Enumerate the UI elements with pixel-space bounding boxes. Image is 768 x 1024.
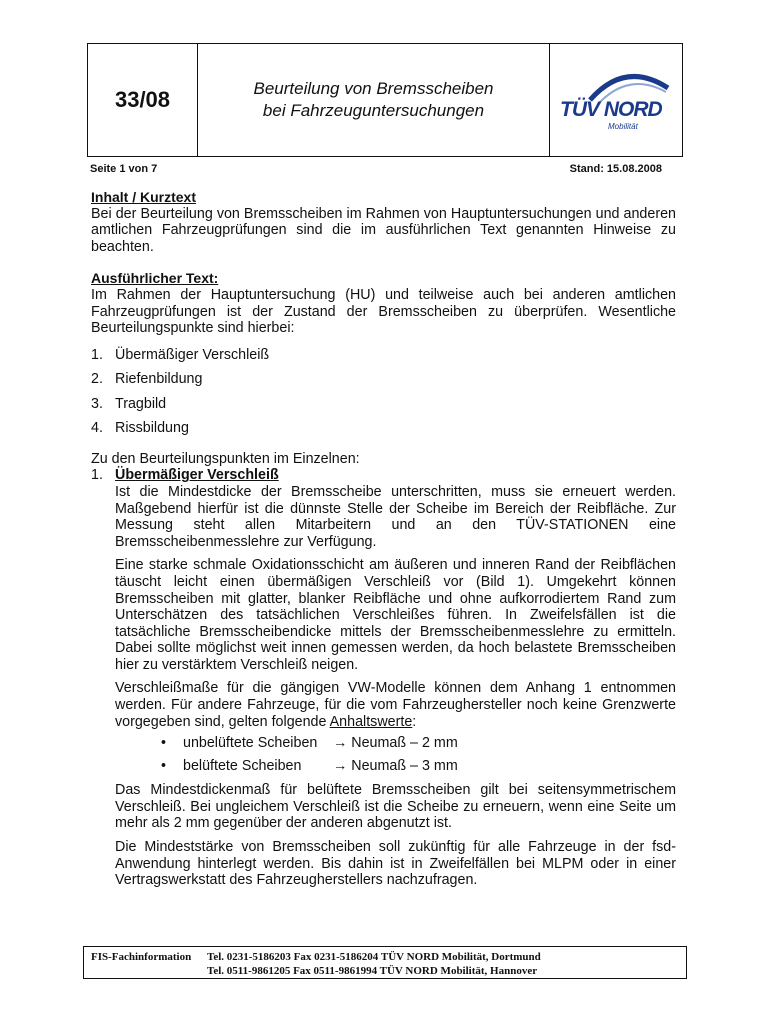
footer-contact-hannover: Tel. 0511-9861205 Fax 0511-9861994 TÜV NORD Mobilität, Hannover bbox=[207, 965, 538, 977]
text-run: Verschleißmaße für die gängigen VW-Modelle können dem Anhang 1 entnommen werden. Für andere Fahrzeuge, für die vom Fahrzeughersteller noch keine Grenzwerte vorgegeben sind, gelten folgende bbox=[115, 680, 676, 730]
summary-text: Bei der Beurteilung von Bremsscheiben im Rahmen von Hauptuntersuchungen und anderen amtlichen Fahrzeugprüfungen sind die im ausführlichen Text genannten Hinweise zu beachten. bbox=[91, 205, 676, 255]
text-run: : bbox=[412, 713, 417, 730]
list-item bbox=[91, 392, 676, 417]
list-label: Tragbild bbox=[115, 395, 167, 412]
list-item bbox=[91, 416, 676, 441]
list-label: Übermäßiger Verschleiß bbox=[115, 346, 270, 363]
page-indicator: Seite 1 von 7 bbox=[90, 163, 158, 175]
list-label: Riefenbildung bbox=[115, 371, 203, 388]
bullet-item bbox=[161, 732, 676, 755]
underlined-term: Anhaltswerte bbox=[329, 713, 413, 730]
paragraph: Die Mindeststärke von Bremsscheiben soll zukünftig für alle Fahrzeuge in der fsd-Anwendung hinterlegt werden. Bis dahin ist in Zweifelfällen bei MLPM oder in einer Vertragswerkstatt des Fahrzeugherstellers nachzufragen. bbox=[115, 839, 676, 889]
footer-contact-dortmund: Tel. 0231-5186203 Fax 0231-5186204 TÜV NORD Mobilität, Dortmund bbox=[207, 951, 541, 963]
summary-heading: Inhalt / Kurztext bbox=[91, 189, 197, 205]
bullet-label: unbelüftete Scheiben bbox=[183, 735, 318, 752]
page-meta bbox=[90, 163, 662, 175]
bullet-value: → Neumaß – 3 mm bbox=[333, 758, 458, 775]
bullet-list bbox=[161, 732, 676, 778]
document-footer bbox=[83, 946, 687, 979]
tuv-nord-logo bbox=[550, 44, 682, 156]
assessment-points-list bbox=[91, 343, 676, 441]
bullet-label: belüftete Scheiben bbox=[183, 758, 302, 775]
details-intro: Zu den Beurteilungspunkten im Einzelnen: bbox=[91, 450, 360, 467]
document-date: Stand: 15.08.2008 bbox=[569, 163, 662, 175]
bullet-value: → Neumaß – 2 mm bbox=[333, 735, 458, 752]
footer-label: FIS-Fachinformation bbox=[91, 951, 192, 963]
list-label: Rissbildung bbox=[115, 420, 189, 437]
list-number: 2. bbox=[91, 371, 103, 388]
bullet-icon: • bbox=[161, 735, 167, 752]
document-number: 33/08 bbox=[88, 44, 198, 156]
section-number: 1. bbox=[91, 467, 103, 484]
list-number: 4. bbox=[91, 420, 103, 437]
logo-text: TÜV NORD bbox=[560, 98, 662, 121]
title-line-2: bei Fahrzeuguntersuchungen bbox=[262, 101, 485, 120]
detail-intro: Im Rahmen der Hauptuntersuchung (HU) und teilweise auch bei anderen amtlichen Fahrzeugprüfungen ist der Zustand der Bremsscheiben zu überprüfen. Wesentliche Beurteilungspunkte sind hierbei: bbox=[91, 286, 676, 337]
list-item bbox=[91, 343, 676, 368]
list-item bbox=[91, 367, 676, 392]
bullet-item bbox=[161, 755, 676, 778]
list-number: 3. bbox=[91, 395, 103, 412]
document-body bbox=[91, 189, 676, 889]
bullet-icon: • bbox=[161, 758, 167, 775]
section-title: Übermäßiger Verschleiß bbox=[115, 467, 279, 484]
paragraph: Ist die Mindestdicke der Bremsscheibe unterschritten, muss sie erneuert werden. Maßgebend hierfür ist die dünnste Stelle der Scheibe im Bereich der Reibfläche. Zur Messung steht allen Mitarbeitern und an den TÜV-STATIONEN eine Bremsscheibenmesslehre zur Verfügung. bbox=[115, 483, 676, 550]
section-1-body bbox=[115, 484, 676, 889]
document-header bbox=[87, 43, 683, 157]
detail-heading: Ausführlicher Text: bbox=[91, 270, 219, 287]
list-number: 1. bbox=[91, 346, 103, 363]
paragraph bbox=[115, 680, 676, 730]
logo-subtext: Mobilität bbox=[608, 122, 638, 131]
document-title bbox=[198, 44, 550, 156]
title-line-1: Beurteilung von Bremsscheiben bbox=[253, 79, 494, 98]
paragraph: Eine starke schmale Oxidationsschicht am äußeren und inneren Rand der Reibflächen täuscht leicht einen übermäßigen Verschleiß vor (Bild 1). Umgekehrt können Bremsscheiben mit glatter, blanker Reibfläche und ohne aufkorrodiertem Rand zum Unterschätzen des tatsächlichen Verschleißes führen. In Zweifelsfällen ist die tatsächliche Bremsscheibendicke mittels der Bremsscheibenmesslehre zu ermitteln. Dabei sollte möglichst weit innen gemessen werden, da hoch belastete Bremsscheiben hier zu verstärktem Verschleiß neigen. bbox=[115, 557, 676, 673]
section-1-heading bbox=[91, 467, 676, 484]
paragraph: Das Mindestdickenmaß für belüftete Bremsscheiben gilt bei seitensymmetrischem Verschleiß. Bei ungleichem Verschleiß ist die Scheibe zu erneuern, wenn eine Seite um mehr als 2 mm gegenüber der anderen abgenutzt ist. bbox=[115, 782, 676, 832]
